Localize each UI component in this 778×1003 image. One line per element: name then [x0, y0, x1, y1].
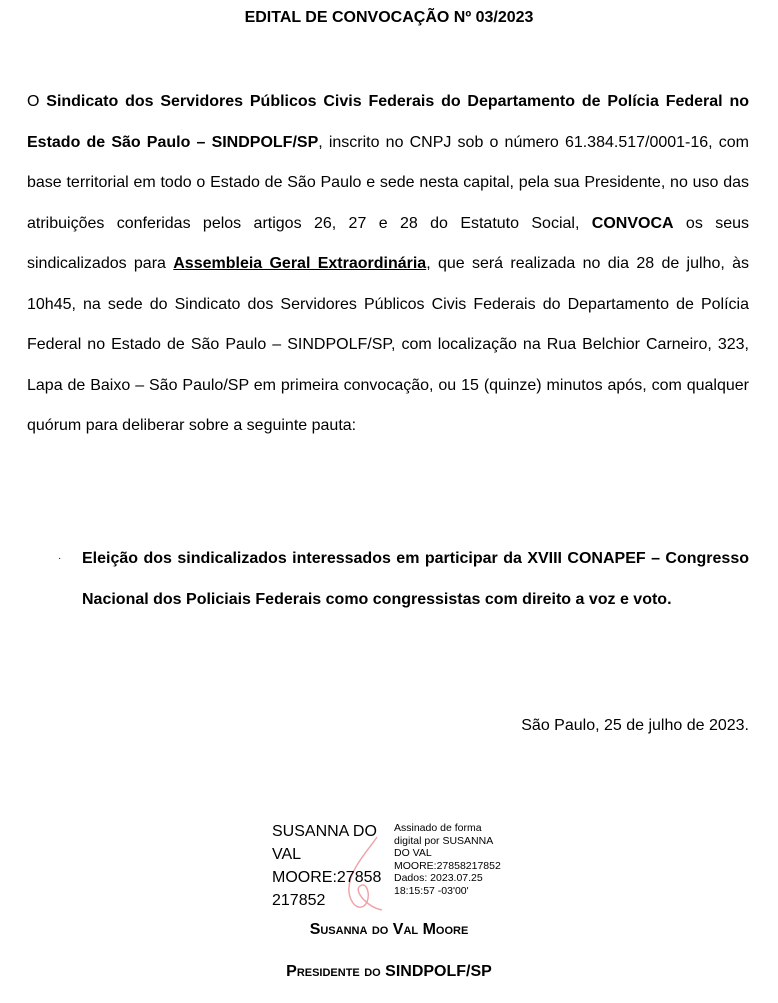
date-line: São Paulo, 25 de julho de 2023. [521, 717, 749, 734]
signature-details [394, 822, 519, 898]
signature-detail-line: MOORE:27858217852 [394, 859, 501, 872]
signer-name: Susanna do Val Moore [309, 921, 469, 938]
digital-signature [272, 820, 522, 915]
body-paragraph [27, 82, 749, 447]
signature-detail-line: DO VAL [394, 847, 432, 860]
signature-detail-line: Dados: 2023.07.25 [394, 872, 483, 885]
signature-detail-line: digital por SUSANNA [394, 834, 494, 847]
agenda-item: Eleição dos sindicalizados interessados em participar da XVIII CONAPEF – Congresso Nacional dos Policiais Federais como congressistas com direito a voz e voto. [82, 550, 749, 608]
body-text-2: , inscrito no CNPJ sob o número 61.384.517/0001-16, com base territorial em todo o Estado de São Paulo e sede nesta capital, pela sua Presidente, no uso das atribuições conferidas pelos artigos 26, 27 e 28 do Estatuto Social, [27, 133, 749, 232]
convoca-keyword: CONVOCA [591, 214, 674, 232]
body-text-3: os seus sindicalizados para [27, 214, 749, 272]
signature-detail-line: 18:15:57 -03'00' [394, 884, 469, 897]
agenda-bullet: · [58, 553, 62, 564]
assembleia-title: Assembleia Geral Extraordinária [173, 255, 427, 272]
body-text-1: O [27, 93, 47, 110]
body-text-4: , que será realizada no dia 28 de julho, às 10h45, na sede do Sindicato dos Servidores Públicos Civis Federais do Departamento de Polícia Federal no Estado de São Paulo – SINDPOLF/SP, com localização na Rua Belchior Carneiro, 323, Lapa de Baixo – São Paulo/SP em primeira convocação, ou 15 (quinze) minutos após, com qualquer quórum para deliberar sobre a seguinte pauta: [27, 255, 750, 434]
signature-detail-line: Assinado de forma [394, 822, 482, 834]
document-title: EDITAL DE CONVOCAÇÃO Nº 03/2023 [244, 9, 534, 26]
signature-name: SUSANNA DO VAL MOORE:27858217852 [272, 823, 382, 909]
organization-name: Sindicato dos Servidores Públicos Civis Federais do Departamento de Polícia Federal no Estado de São Paulo – SINDPOLF/SP [27, 93, 749, 151]
signer-role: Presidente do SINDPOLF/SP [286, 963, 492, 980]
